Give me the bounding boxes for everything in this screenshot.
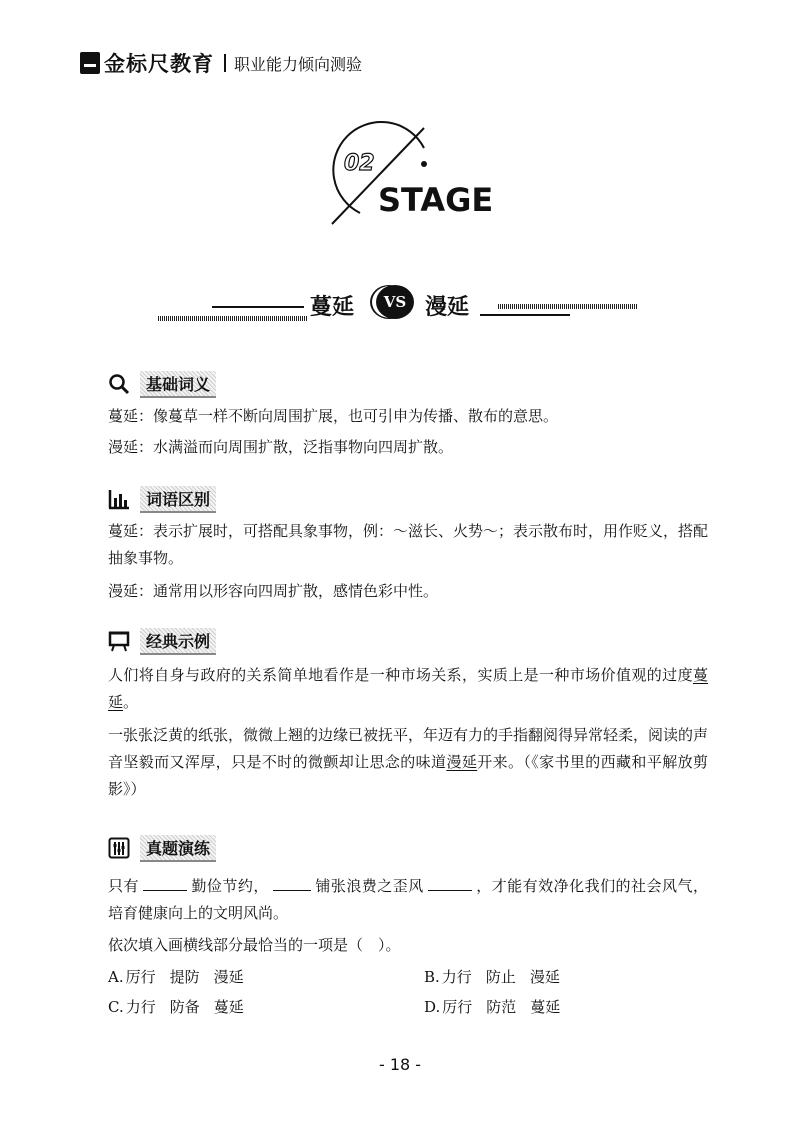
option-d (424, 996, 560, 1017)
option-word: 力行 (125, 998, 156, 1016)
answer-blank-2 (273, 876, 311, 891)
option-key: C. (108, 998, 124, 1016)
example-2-keyword: 漫延 (446, 753, 478, 771)
section-label: 基础词义 (140, 371, 216, 398)
title-rule-left (158, 316, 308, 321)
option-word: 漫延 (213, 968, 244, 986)
bar-chart-icon (108, 488, 130, 510)
header-divider (224, 54, 226, 72)
header-subtitle: 职业能力倾向测验 (234, 54, 363, 74)
difference-manyan-2: 漫延：通常用以形容向四周扩散，感情色彩中性。 (108, 582, 439, 600)
example-1-text: 人们将自身与政府的关系简单地看作是一种市场关系，实质上是一种市场价值观的过度 (108, 666, 693, 684)
option-word: 防范 (486, 998, 517, 1016)
example-1-keyword: 蔓延 (108, 666, 708, 711)
title-rule-right (498, 304, 638, 309)
option-word: 提防 (169, 968, 200, 986)
easel-icon (108, 630, 130, 652)
option-word: 蔓延 (530, 998, 561, 1016)
logo-icon (80, 52, 100, 74)
option-word: 漫延 (529, 968, 560, 986)
question-part-3: 铺张浪费之歪风 (314, 877, 424, 895)
stage-circle-icon (320, 118, 494, 238)
example-1-end: 。 (123, 693, 139, 711)
option-key: D. (424, 998, 441, 1016)
answer-blank-1 (143, 876, 187, 891)
page-header (80, 48, 362, 78)
option-b (424, 966, 560, 987)
option-word: 防止 (485, 968, 516, 986)
option-word: 防备 (169, 998, 200, 1016)
title-word-left: 蔓延 (310, 294, 355, 320)
option-word: 力行 (441, 968, 472, 986)
magnifier-icon (108, 373, 130, 395)
example-1 (108, 662, 708, 716)
section-basic-meaning (108, 371, 216, 397)
stage-label: STAGE (378, 181, 494, 219)
stage-number: 02 (344, 151, 375, 176)
section-classic-examples (108, 628, 216, 654)
definition-manyan-1: 蔓延：像蔓草一样不断向周围扩展，也可引申为传播、散布的意思。 (108, 407, 559, 425)
question-part-4: ，才能有效净化我们的社会风气，培育健康向上的文明风尚。 (108, 877, 708, 922)
vs-badge: VS (376, 285, 414, 319)
question-prompt: 依次填入画横线部分最恰当的一项是（ ）。 (108, 936, 401, 954)
option-word: 蔓延 (213, 998, 244, 1016)
example-2 (108, 722, 708, 803)
option-c (108, 996, 244, 1017)
section-practice (108, 835, 216, 861)
option-word: 厉行 (442, 998, 473, 1016)
section-label: 词语区别 (140, 486, 216, 513)
title-bar-left (212, 306, 304, 308)
example-2-end: 开来。（《家书里的西藏和平解放剪影》） (108, 753, 708, 798)
option-a (108, 966, 244, 987)
section-label: 经典示例 (140, 628, 216, 655)
section-word-difference (108, 486, 216, 512)
section-label: 真题演练 (140, 835, 216, 862)
word-comparison-title (150, 282, 650, 326)
title-bar-right (480, 314, 570, 316)
question-part-1: 只有 (108, 877, 139, 895)
question-part-2: 勤俭节约， (190, 877, 269, 895)
option-word: 厉行 (125, 968, 156, 986)
example-2-text: 一张张泛黄的纸张，微微上翘的边缘已被抚平，年迈有力的手指翻阅得异常轻柔，阅读的声音坚毅而又浑厚，只是不时的微颤却让思念的味道 (108, 726, 709, 771)
option-key: A. (108, 968, 124, 986)
option-key: B. (424, 968, 440, 986)
stage-badge (320, 118, 494, 238)
difference-manyan-1: 蔓延：表示扩展时，可搭配具象事物，例：～滋长、火势～；表示散布时，用作贬义，搭配抽象事物。 (108, 522, 709, 567)
answer-blank-3 (428, 876, 472, 891)
page-number: - 18 - (378, 1055, 422, 1074)
logo-text: 金标尺教育 (104, 52, 214, 76)
sliders-icon (108, 837, 130, 859)
practice-question (108, 873, 708, 927)
definition-manyan-2: 漫延：水满溢而向周围扩散，泛指事物向四周扩散。 (108, 438, 454, 456)
title-word-right: 漫延 (425, 294, 470, 320)
